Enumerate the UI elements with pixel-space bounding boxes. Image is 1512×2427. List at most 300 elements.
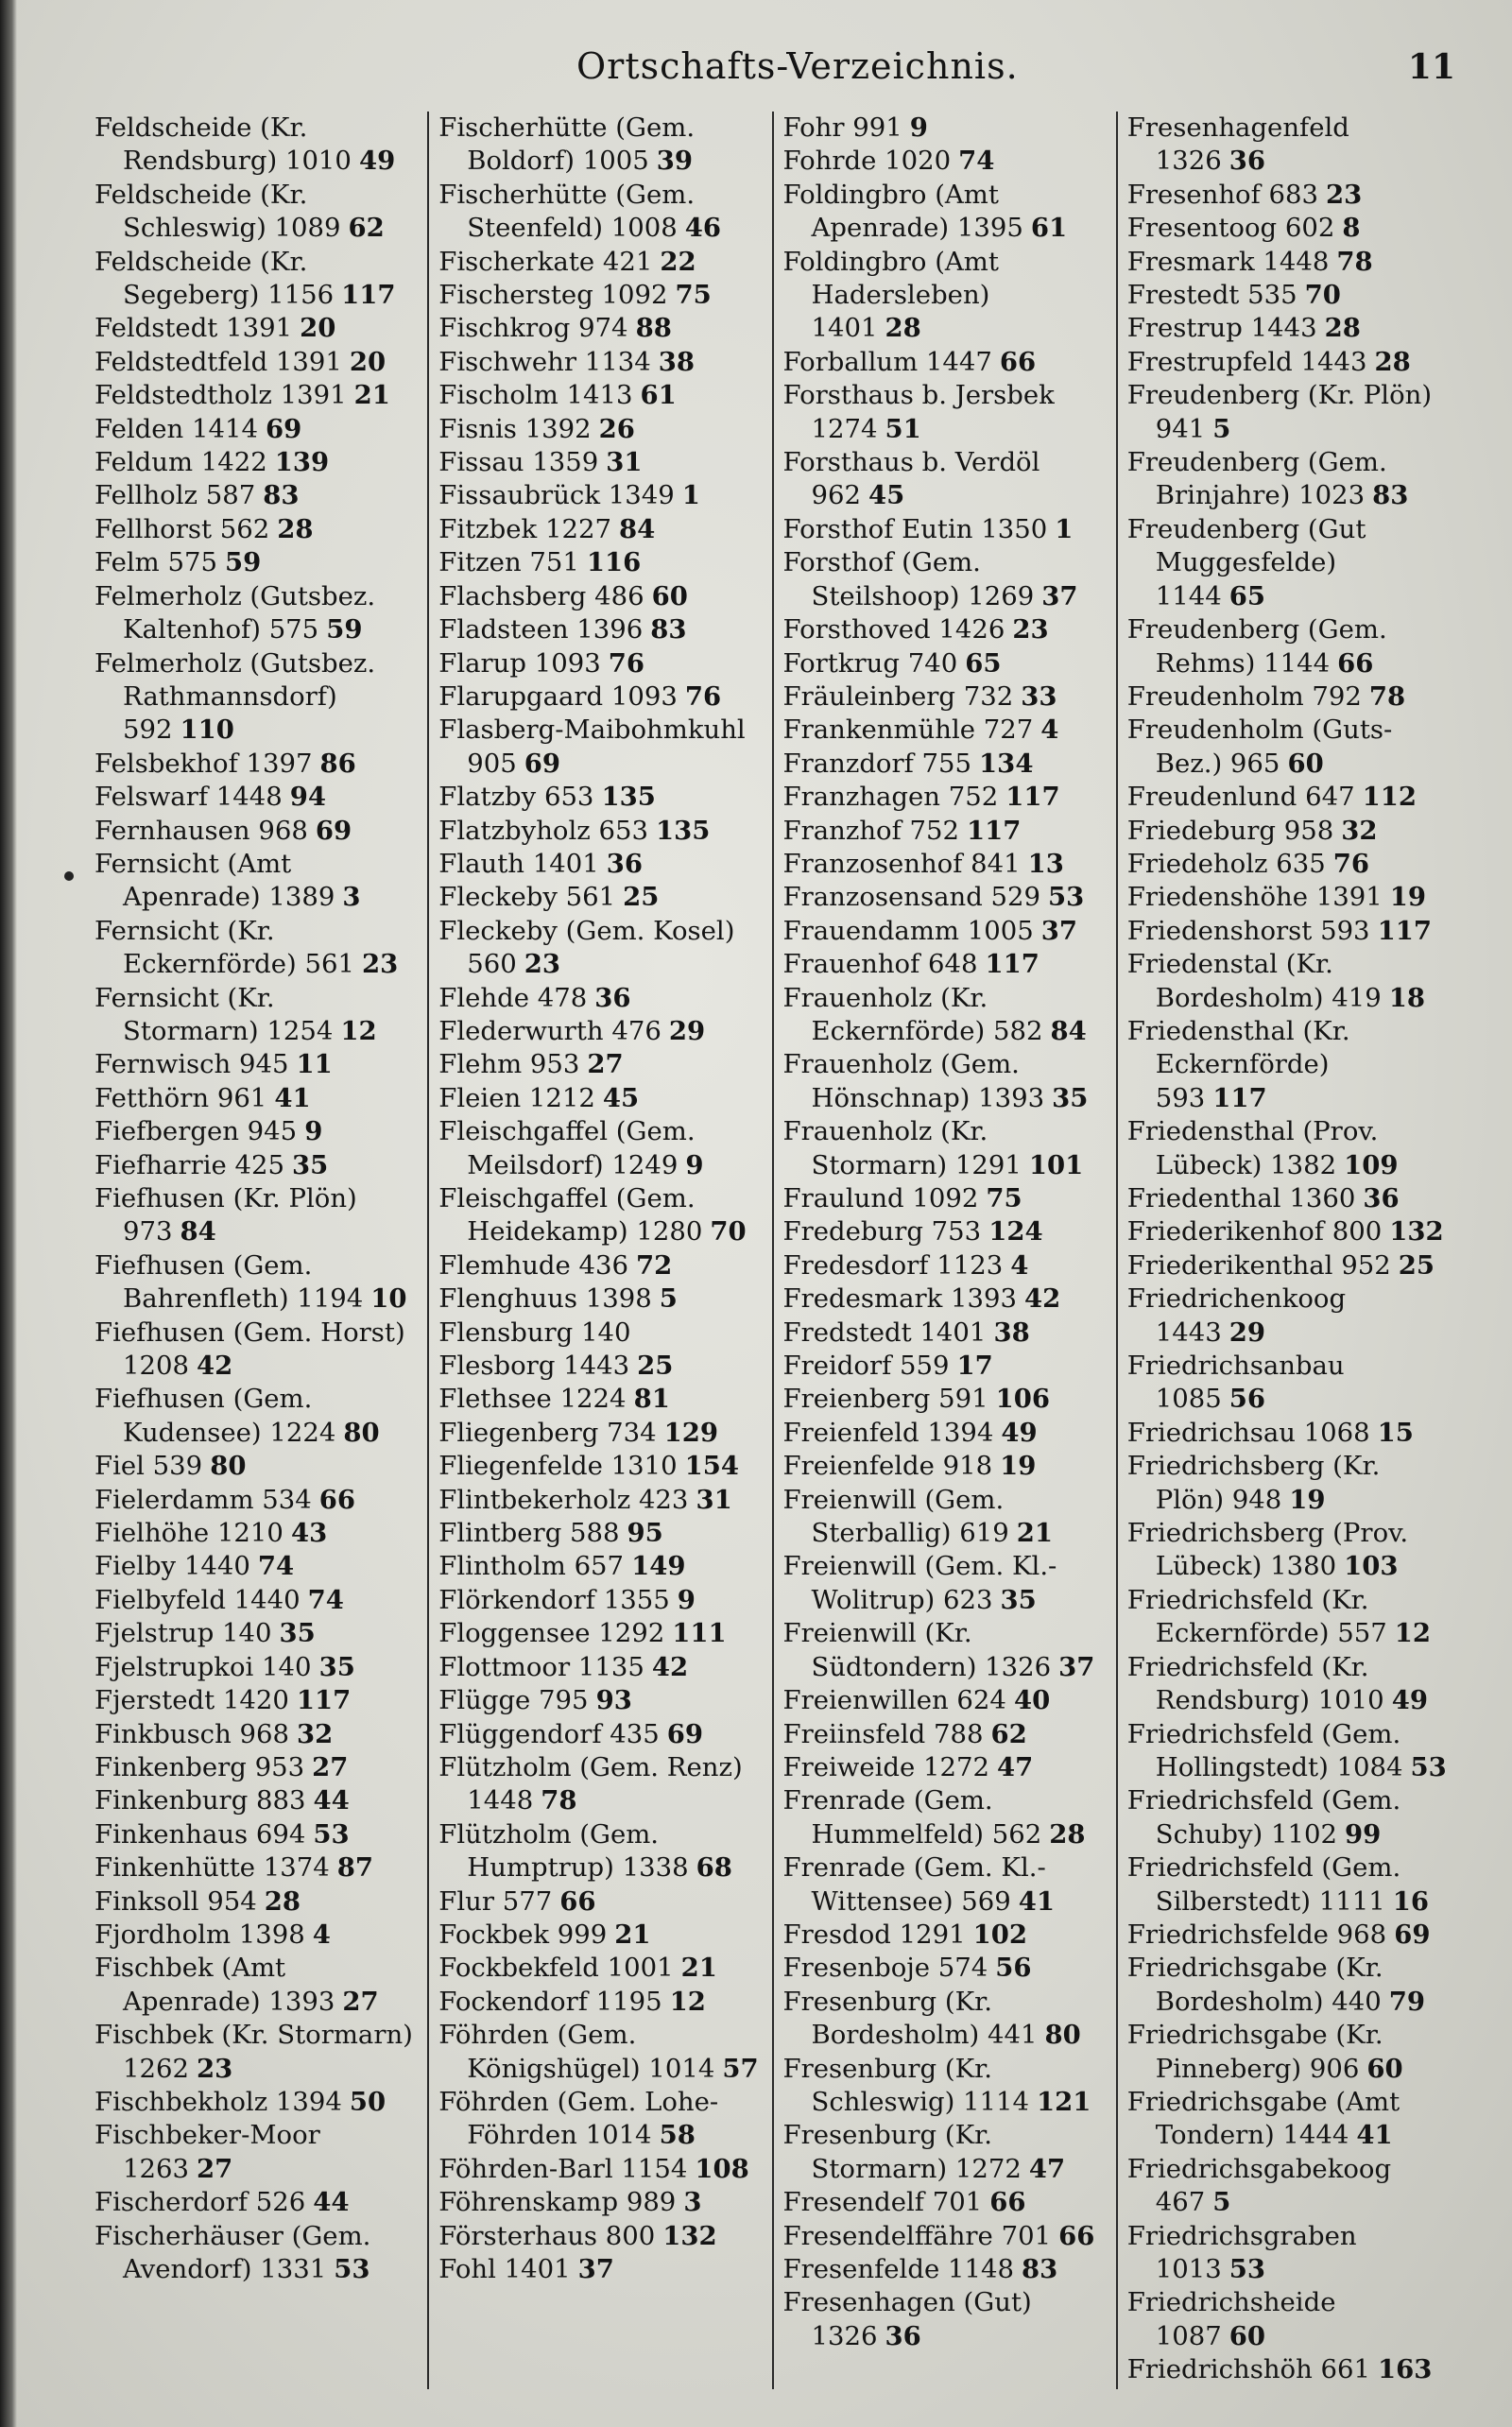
index-entry [1127,1952,1449,2019]
entry-place-name: Flederwurth 476 [438,1015,662,1046]
index-entry [783,1215,1105,1248]
entry-ref-number: 117 [985,949,1040,980]
entry-place-name: Fohrde 1020 [782,146,952,177]
entry-place-name: Fischerhäuser (Gem. Avendorf) 1331 [94,2220,371,2284]
index-entry [94,1048,416,1081]
entry-ref-number: 32 [1341,815,1378,846]
entry-place-name: Fellhorst 562 [94,513,270,544]
index-entry [94,346,416,379]
entry-ref-number: 21 [614,1919,651,1950]
entry-ref-number: 23 [524,949,561,980]
index-entry [94,1182,416,1249]
entry-place-name: Fitzbek 1227 [438,513,611,544]
entry-ref-number: 51 [885,413,921,444]
entry-place-name: Flesborg 1443 [438,1351,630,1382]
index-entry [94,1115,416,1148]
entry-ref-number: 16 [1392,1885,1430,1917]
index-entry [438,1282,760,1316]
index-entry [783,1550,1105,1617]
entry-place-name: Fresmark 1448 [1126,246,1330,277]
entry-ref-number: 5 [1212,413,1231,444]
index-entry [1127,1417,1449,1450]
entry-place-name: Frestedt 535 [1126,280,1297,311]
entry-place-name: Felden 1414 [94,413,258,444]
index-entry [438,2186,760,2219]
entry-ref-number: 163 [1378,2354,1433,2385]
entry-ref-number: 28 [277,513,314,544]
entry-ref-number: 84 [618,513,656,544]
index-entry [94,513,416,546]
index-entry [783,112,1105,145]
index-entry [1127,915,1449,948]
entry-ref-number: 60 [651,580,688,611]
entry-place-name: Fiefharrie 425 [94,1149,285,1180]
index-entry [783,1048,1105,1115]
entry-ref-number: 76 [1332,848,1369,879]
index-entry [438,1115,760,1182]
index-entry [438,1350,760,1383]
entry-place-name: Fresendelf 701 [782,2187,983,2218]
index-entry [94,379,416,412]
entry-place-name: Flachsberg 486 [438,580,644,611]
entry-place-name: Fjelstrup 140 [94,1618,272,1649]
entry-place-name: Fiefhusen (Kr. Plön) 973 [94,1183,357,1248]
index-entry [1127,513,1449,613]
index-entry [1127,2019,1449,2086]
index-entry [94,2220,416,2287]
entry-place-name: Frestrup 1443 [1126,313,1317,344]
entry-ref-number: 69 [265,413,302,444]
index-entry [1127,1517,1449,1584]
entry-ref-number: 28 [885,313,921,344]
entry-place-name: Fresentoog 602 [1126,213,1335,244]
entry-place-name: Friedrichsau 1068 [1126,1417,1370,1448]
entry-ref-number: 61 [640,380,677,411]
entry-place-name: Flur 577 [438,1885,553,1917]
entry-ref-number: 44 [313,2187,350,2218]
entry-place-name: Freienfelde 918 [782,1451,993,1482]
entry-ref-number: 83 [650,614,687,645]
entry-place-name: Fleckeby (Gem. Kosel) 560 [438,915,735,980]
entry-place-name: Friedrichsfelde 968 [1126,1919,1387,1950]
index-entry [438,1718,760,1751]
index-entry [438,312,760,345]
entry-place-name: Fissau 1359 [438,447,599,478]
index-entry [1127,1350,1449,1417]
entry-ref-number: 117 [296,1685,352,1716]
entry-place-name: Freudenberg (Gem. Rehms) 1144 [1126,614,1387,679]
entry-ref-number: 69 [524,748,561,779]
entry-ref-number: 33 [1021,680,1057,712]
index-entry [783,781,1105,814]
index-entry [1127,2286,1449,2353]
entry-place-name: Freudenholm 792 [1126,680,1362,712]
entry-ref-number: 40 [1013,1685,1051,1716]
entry-ref-number: 88 [635,313,672,344]
entry-ref-number: 19 [1000,1451,1037,1482]
entry-ref-number: 56 [995,1953,1032,1984]
entry-place-name: Fresenhof 683 [1126,179,1319,210]
entry-place-name: Fladsteen 1396 [438,614,644,645]
entry-ref-number: 65 [1228,580,1266,611]
entry-place-name: Frauenholz (Gem. Hönschnap) 1393 [782,1049,1045,1113]
entry-place-name: Friedrichsgabe (Kr. Bordesholm) 440 [1126,1953,1383,2017]
entry-ref-number: 20 [300,313,336,344]
index-entry [1127,680,1449,714]
index-entry [783,145,1105,178]
entry-ref-number: 69 [666,1718,704,1749]
entry-ref-number: 9 [685,1149,704,1180]
index-entry [438,781,760,814]
index-entry [438,915,760,982]
entry-place-name: Fräuleinberg 732 [782,680,1014,712]
entry-place-name: Fiefhusen (Gem. Bahrenfleth) 1194 [94,1249,364,1315]
entry-ref-number: 80 [343,1417,380,1448]
entry-ref-number: 36 [1228,146,1266,177]
entry-place-name: Freienberg 591 [782,1384,988,1415]
index-entry [94,246,416,313]
entry-ref-number: 39 [656,146,694,177]
entry-place-name: Friedrichsberg (Kr. Plön) 948 [1126,1451,1381,1515]
index-entry [94,1718,416,1751]
entry-ref-number: 12 [340,1015,377,1046]
index-entry [438,1450,760,1483]
entry-place-name: Friedrichsfeld (Kr. Rendsburg) 1010 [1126,1651,1384,1716]
index-entry [783,714,1105,747]
entry-place-name: Feldstedt 1391 [94,313,293,344]
index-entry [783,2119,1105,2186]
index-entry [438,714,760,781]
index-entry [94,1617,416,1650]
entry-ref-number: 41 [1018,1885,1056,1917]
entry-ref-number: 12 [1394,1618,1432,1649]
entry-ref-number: 56 [1228,1384,1266,1415]
entry-ref-number: 62 [990,1718,1027,1749]
index-entry [783,513,1105,546]
entry-place-name: Fleischgaffel (Gem. Heidekamp) 1280 [438,1183,703,1248]
entry-place-name: Flintbekerholz 423 [438,1484,689,1515]
entry-ref-number: 53 [1228,2254,1266,2284]
index-entry [438,1517,760,1550]
index-entry [94,982,416,1049]
index-entry [94,647,416,748]
entry-ref-number: 94 [289,782,327,813]
entry-place-name: Fleien 1212 [438,1082,595,1113]
index-entry [1127,1015,1449,1115]
entry-place-name: Friedensthal (Kr. Eckernförde) 593 [1126,1015,1350,1113]
index-entry [783,1249,1105,1282]
entry-place-name: Felsbekhof 1397 [94,748,313,779]
entry-place-name: Forsthaus b. Verdöl 962 [782,447,1040,511]
entry-place-name: Flehm 953 [438,1049,580,1080]
entry-place-name: Fresenhagenfeld 1326 [1126,112,1349,177]
entry-place-name: Fischerkate 421 [438,246,653,277]
entry-ref-number: 28 [1324,313,1361,344]
index-entry [438,881,760,914]
index-entry [94,479,416,512]
entry-ref-number: 46 [684,213,721,244]
entry-place-name: Flottmoor 1135 [438,1651,644,1682]
entry-place-name: Fjelstrupkoi 140 [94,1651,312,1682]
entry-ref-number: 36 [606,848,644,879]
index-entry [94,1885,416,1919]
entry-place-name: Friedenstal (Kr. Bordesholm) 419 [1126,949,1382,1013]
index-entry [94,1450,416,1483]
entry-place-name: Franzosensand 529 [782,882,1041,913]
entry-place-name: Fiefbergen 945 [94,1116,298,1147]
entry-ref-number: 37 [1041,580,1078,611]
entry-place-name: Friedrichsfeld (Gem. Schuby) 1102 [1126,1785,1401,1850]
entry-place-name: Friedrichenkoog 1443 [1126,1283,1347,1348]
index-entry [783,647,1105,680]
index-entry [438,1082,760,1115]
entry-ref-number: 80 [210,1451,247,1482]
index-entry [1127,1282,1449,1350]
entry-place-name: Felmerholz (Gutsbez. Kaltenhof) 575 [94,580,376,645]
entry-ref-number: 25 [623,882,660,913]
entry-place-name: Föhrden (Gem. Königshügel) 1014 [438,2020,715,2084]
index-entry [94,1851,416,1885]
entry-ref-number: 29 [668,1015,706,1046]
entry-ref-number: 32 [297,1718,334,1749]
entry-place-name: Fischerhütte (Gem. Boldorf) 1005 [438,112,696,177]
entry-ref-number: 102 [972,1919,1028,1950]
entry-place-name: Fernwisch 945 [94,1049,289,1080]
index-entry [438,1015,760,1048]
entry-place-name: Fissaubrück 1349 [438,480,675,511]
page-header [0,36,1512,102]
entry-ref-number: 139 [274,447,330,478]
entry-place-name: Fresendelffähre 701 [782,2220,1052,2251]
entry-ref-number: 76 [684,680,722,712]
index-entry [438,1919,760,1952]
page-edge-shadow [0,0,17,2427]
index-entry [783,179,1105,246]
entry-ref-number: 53 [334,2254,370,2284]
entry-ref-number: 8 [1342,213,1361,244]
entry-ref-number: 3 [683,2187,702,2218]
entry-ref-number: 47 [997,1751,1034,1782]
index-entry [783,1182,1105,1215]
entry-place-name: Freienwill (Gem. Kl.-Wolitrup) 623 [782,1551,1057,1615]
index-entry [94,1082,416,1115]
index-entry [438,246,760,279]
entry-place-name: Friedrichsfeld (Kr. Eckernförde) 557 [1126,1584,1387,1649]
index-entry [438,479,760,512]
entry-ref-number: 23 [1012,614,1049,645]
index-entry [783,1952,1105,1985]
entry-place-name: Flintholm 657 [438,1551,625,1582]
entry-place-name: Feldstedtfeld 1391 [94,346,342,377]
index-entry [783,246,1105,346]
index-entry [1127,948,1449,1015]
entry-place-name: Finkenhaus 694 [94,1818,306,1850]
entry-place-name: Freienwill (Kr. Südtondern) 1326 [782,1618,1052,1682]
entry-ref-number: 27 [312,1751,349,1782]
index-entry [783,815,1105,848]
entry-ref-number: 81 [633,1384,670,1415]
entry-ref-number: 27 [342,1986,379,2017]
entry-ref-number: 35 [279,1618,316,1649]
entry-ref-number: 35 [292,1149,329,1180]
entry-ref-number: 74 [958,146,995,177]
index-entry [94,2186,416,2219]
entry-place-name: Friedensthal (Prov. Lübeck) 1382 [1126,1116,1379,1180]
entry-place-name: Fischwehr 1134 [438,346,651,377]
index-entry [783,1317,1105,1350]
entry-ref-number: 25 [637,1351,674,1382]
entry-place-name: Flörkendorf 1355 [438,1584,670,1615]
entry-ref-number: 59 [326,614,363,645]
entry-ref-number: 49 [1391,1685,1428,1716]
entry-place-name: Fiel 539 [94,1451,203,1482]
entry-ref-number: 70 [1304,280,1341,311]
index-entry [438,1417,760,1450]
entry-place-name: Friedrichsgabekoog 467 [1126,2153,1392,2218]
index-entry [783,748,1105,781]
entry-place-name: Föhrden-Barl 1154 [438,2153,688,2184]
index-entry [438,2253,760,2286]
entry-place-name: Fernhausen 968 [94,815,308,846]
entry-ref-number: 22 [660,246,696,277]
entry-ref-number: 5 [1212,2187,1231,2218]
index-column-2 [429,112,773,2389]
index-entry [438,1584,760,1617]
entry-place-name: Försterhaus 800 [438,2220,656,2251]
entry-ref-number: 84 [180,1216,216,1248]
entry-ref-number: 31 [606,447,643,478]
index-entry [94,2086,416,2119]
index-entry [1127,714,1449,781]
entry-place-name: Flatzbyholz 653 [438,815,648,846]
entry-place-name: Forsthoved 1426 [782,614,1005,645]
entry-ref-number: 35 [1000,1584,1037,1615]
entry-ref-number: 111 [672,1618,727,1649]
entry-place-name: Feldscheide (Kr. Rendsburg) 1010 [94,112,352,177]
entry-ref-number: 3 [342,882,361,913]
index-entry [783,2220,1105,2253]
entry-ref-number: 66 [559,1885,596,1917]
entry-place-name: Freienwill (Gem. Sterballig) 619 [782,1484,1009,1549]
index-entry [438,2220,760,2253]
entry-place-name: Fohr 991 [782,112,902,143]
entry-ref-number: 74 [307,1584,344,1615]
index-entry [94,748,416,781]
entry-ref-number: 112 [1362,782,1418,813]
entry-place-name: Feldscheide (Kr. Segeberg) 1156 [94,246,335,311]
index-entry [94,1484,416,1517]
index-entry [438,1182,760,1249]
index-entry [94,580,416,647]
index-entry [438,1651,760,1684]
entry-ref-number: 13 [1027,848,1064,879]
entry-ref-number: 36 [594,982,631,1013]
entry-ref-number: 149 [631,1551,686,1582]
entry-ref-number: 25 [1398,1249,1435,1281]
entry-place-name: Felm 575 [94,547,217,578]
entry-ref-number: 79 [1388,1986,1426,2017]
entry-ref-number: 66 [1058,2220,1095,2251]
entry-place-name: Finksoll 954 [94,1885,257,1917]
entry-ref-number: 49 [1001,1417,1038,1448]
entry-ref-number: 154 [684,1451,740,1482]
index-column-3 [774,112,1118,2389]
entry-place-name: Fortkrug 740 [782,647,958,679]
entry-ref-number: 103 [1344,1551,1399,1582]
index-entry [1127,446,1449,513]
entry-place-name: Friedeholz 635 [1126,848,1326,879]
entry-place-name: Frauenholz (Kr. Stormarn) 1291 [782,1116,1022,1180]
index-entry [94,413,416,446]
entry-place-name: Finkbusch 968 [94,1718,290,1749]
entry-ref-number: 86 [319,748,356,779]
entry-place-name: Finkenhütte 1374 [94,1852,330,1884]
index-entry [438,2019,760,2086]
entry-ref-number: 117 [967,815,1022,846]
entry-place-name: Fredstedt 1401 [782,1317,987,1348]
index-entry [783,881,1105,914]
entry-ref-number: 69 [1394,1919,1431,1950]
index-entry [783,546,1105,613]
index-entry [438,112,760,179]
index-entry [783,2186,1105,2219]
entry-ref-number: 110 [180,714,234,746]
entry-place-name: Fischkrog 974 [438,313,628,344]
entry-place-name: Franzosenhof 841 [782,848,1021,879]
entry-ref-number: 42 [651,1651,689,1682]
entry-place-name: Friedrichshöh 661 [1126,2354,1371,2385]
entry-place-name: Frauendamm 1005 [782,915,1034,946]
entry-place-name: Fischersteg 1092 [438,280,668,311]
index-entry [1127,1584,1449,1651]
entry-place-name: Fliegenberg 734 [438,1417,657,1448]
entry-ref-number: 35 [318,1651,355,1682]
entry-ref-number: 27 [587,1049,624,1080]
entry-ref-number: 68 [696,1852,732,1884]
index-entry [1127,2153,1449,2220]
entry-ref-number: 72 [636,1249,673,1281]
entry-ref-number: 129 [663,1417,719,1448]
index-entry [783,1684,1105,1717]
entry-place-name: Föhrenskamp 989 [438,2187,677,2218]
entry-ref-number: 27 [197,2153,233,2184]
entry-place-name: Foldingbro (Amt Hadersleben) 1401 [782,246,999,344]
entry-place-name: Freudenberg (Kr. Plön) 941 [1126,380,1433,444]
index-entry [783,1784,1105,1851]
index-entry [783,1115,1105,1182]
index-entry [438,680,760,714]
entry-place-name: Felswarf 1448 [94,782,283,813]
index-entry [438,1617,760,1650]
index-entry [438,1048,760,1081]
entry-place-name: Freienfeld 1394 [782,1417,994,1448]
entry-ref-number: 47 [1028,2153,1066,2184]
index-entry [783,1617,1105,1684]
entry-place-name: Freudenlund 647 [1126,782,1355,813]
entry-ref-number: 9 [304,1116,323,1147]
entry-place-name: Freidorf 559 [782,1351,950,1382]
index-entry [1127,1784,1449,1851]
index-entry [438,1751,760,1818]
entry-ref-number: 26 [598,413,635,444]
entry-place-name: Fetthörn 961 [94,1082,267,1113]
entry-ref-number: 61 [1030,213,1068,244]
entry-ref-number: 99 [1345,1818,1382,1850]
index-entry [438,513,760,546]
index-entry [438,1317,760,1350]
index-entry [1127,1450,1449,1517]
index-entry [94,1651,416,1684]
